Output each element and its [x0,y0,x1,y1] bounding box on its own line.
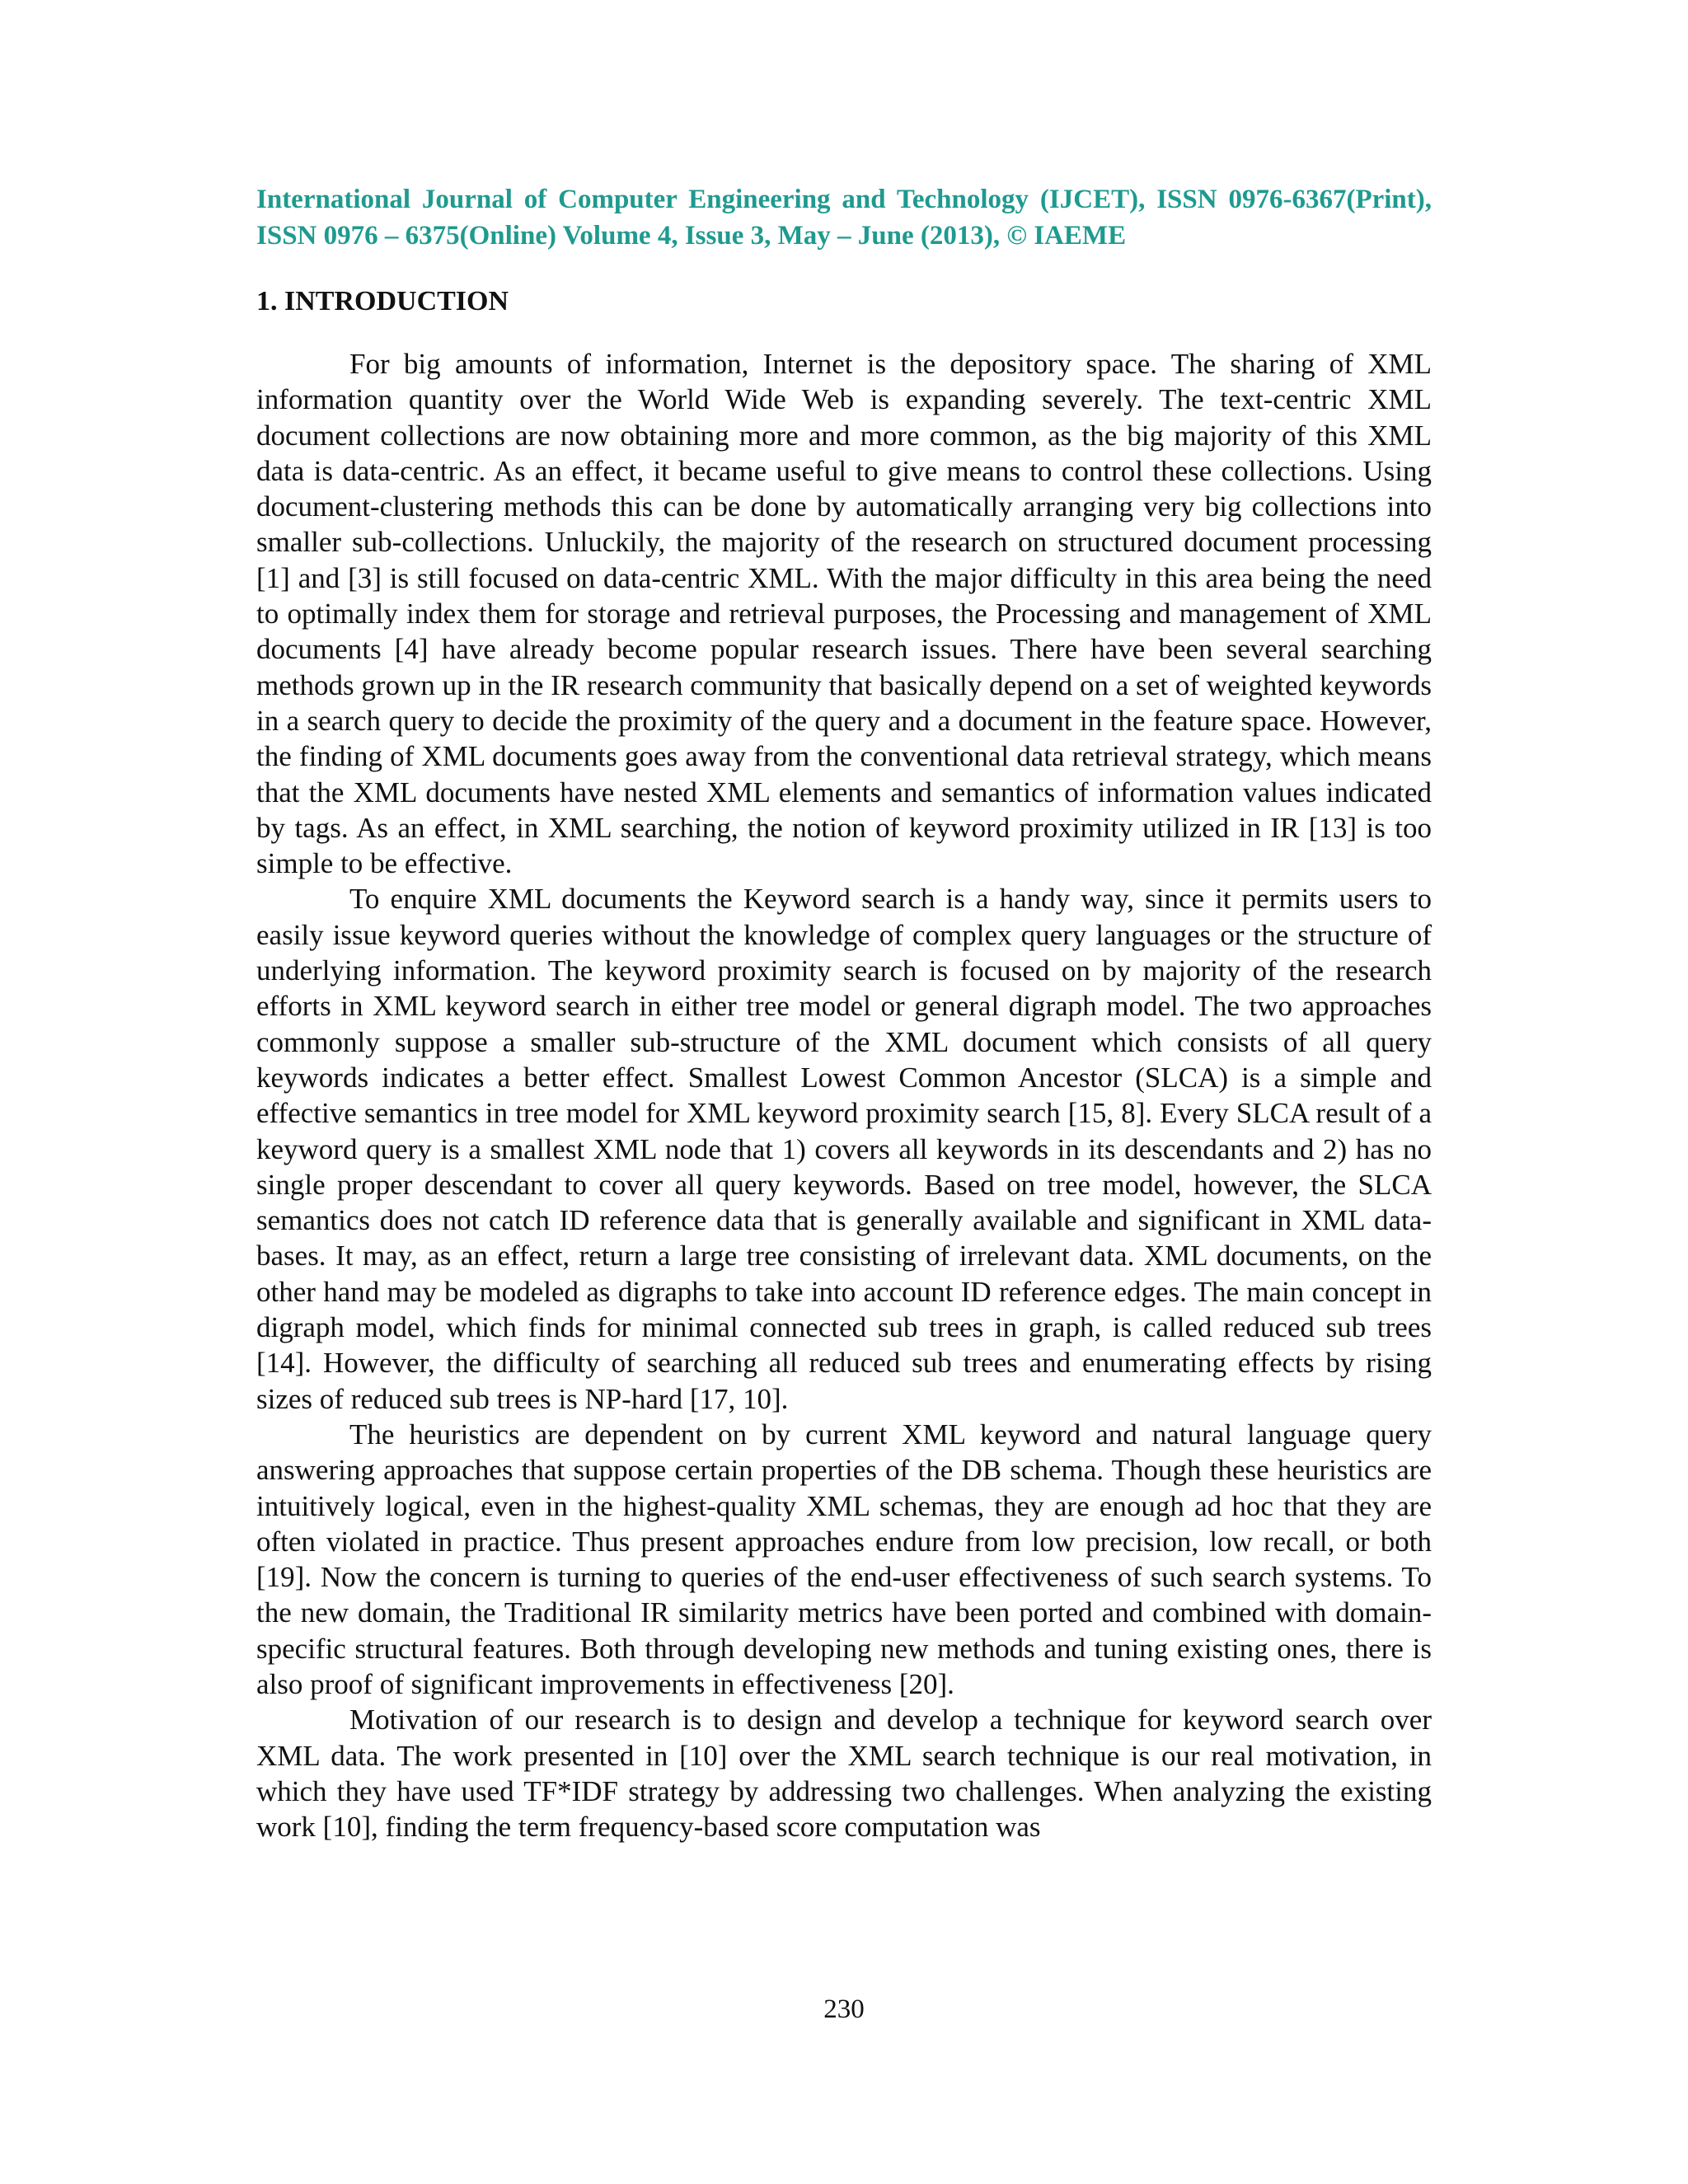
page-body [256,181,1432,1844]
paragraph-1: For big amounts of information, Internet is the depository space. The sharing of XML information quantity over the World Wide Web is expanding severely. The text-centric XML document collections are now obtaining more and more common, as the big majority of this XML data is data-centric. As an effect, it became useful to give means to control these collections. Using document-clustering methods this can be done by automatically arranging very big collections into smaller sub-collections. Unluckily, the majority of the research on structured document processing [1] and [3] is still focused on data-centric XML. With the major difficulty in this area being the need to optimally index them for storage and retrieval purposes, the Processing and management of XML documents [4] have already become popular research issues. There have been several searching methods grown up in the IR research community that basically depend on a set of weighted keywords in a search query to decide the proximity of the query and a document in the feature space. However, the finding of XML documents goes away from the conventional data retrieval strategy, which means that the XML documents have nested XML elements and semantics of information values indicated by tags. As an effect, in XML searching, the notion of keyword proximity utilized in IR [13] is too simple to be effective. [256,348,1432,880]
page-number: 230 [823,1994,865,2024]
paragraph-2: To enquire XML documents the Keyword search is a handy way, since it permits users to easily issue keyword queries without the knowledge of complex query languages or the structure of underlying information. The keyword proximity search is focused on by majority of the research efforts in XML keyword search in either tree model or general digraph model. The two approaches commonly suppose a smaller sub-structure of the XML document which consists of all query keywords indicates a better effect. Smallest Lowest Common Ancestor (SLCA) is a simple and effective semantics in tree model for XML keyword proximity search [15, 8]. Every SLCA result of a keyword query is a smallest XML node that 1) covers all keywords in its descendants and 2) has no single proper descendant to cover all query keywords. Based on tree model, however, the SLCA semantics does not catch ID reference data that is generally available and significant in XML data-bases. It may, as an effect, return a large tree consisting of irrelevant data. XML documents, on the other hand may be modeled as digraphs to take into account ID reference edges. The main concept in digraph model, which finds for minimal connected sub trees in graph, is called reduced sub trees [14]. However, the difficulty of searching all reduced sub trees and enumerating effects by rising sizes of reduced sub trees is NP-hard [17, 10]. [256,883,1432,1415]
paragraph-3: The heuristics are dependent on by current XML keyword and natural language query answering approaches that suppose certain properties of the DB schema. Though these heuristics are intuitively logical, even in the highest-quality XML schemas, they are enough ad hoc that they are often violated in practice. Thus present approaches endure from low precision, low recall, or both [19]. Now the concern is turning to queries of the end-user effectiveness of such search systems. To the new domain, the Traditional IR similarity metrics have been ported and combined with domain-specific structural features. Both through developing new methods and tuning existing ones, there is also proof of significant improvements in effectiveness [20]. [256,1418,1432,1700]
section-title: 1. INTRODUCTION [256,286,509,316]
journal-header: International Journal of Computer Engineering and Technology (IJCET), ISSN 0976-6367(Print), ISSN 0976 – 6375(Online) Volume 4, Issue 3, May – June (2013), © IAEME [256,185,1432,251]
paragraph-4: Motivation of our research is to design and develop a technique for keyword search over XML data. The work presented in [10] over the XML search technique is our real motivation, in which they have used TF*IDF strategy by addressing two challenges. When analyzing the existing work [10], finding the term frequency-based score computation was [256,1704,1432,1844]
